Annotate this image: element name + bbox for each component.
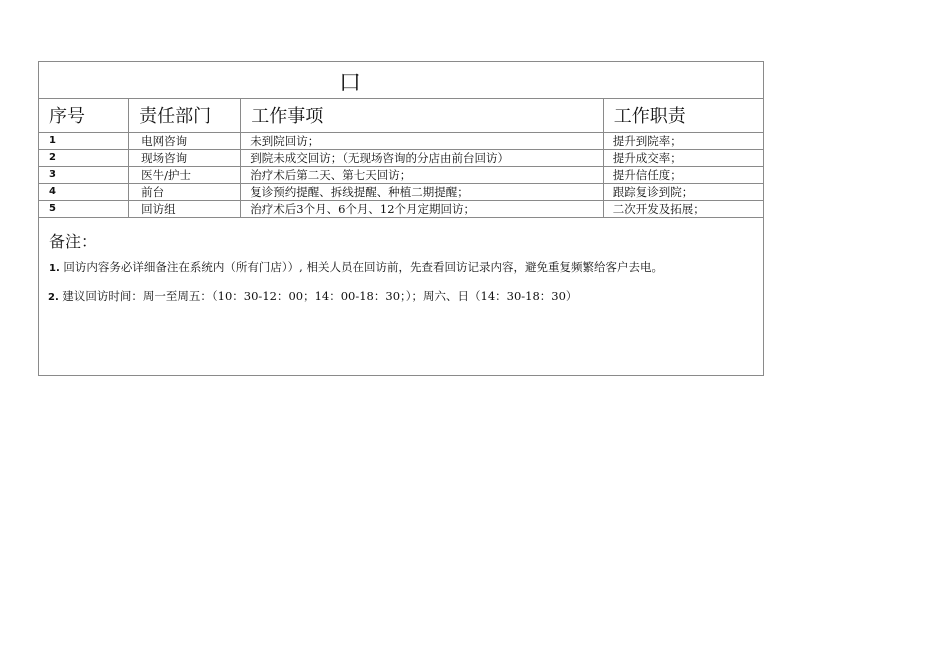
table-header-row [39,98,764,133]
callback-duty-sheet [38,61,764,376]
row-duty: 提升到院率； [603,133,764,150]
row-dept: 回访组 [129,201,241,218]
header-no: 序号 [39,98,129,133]
row-task: 未到院回访； [241,133,604,150]
header-task: 工作事项 [241,98,604,133]
note-number: 2. [48,292,59,303]
row-task: 到院未成交回访；（无现场咨询的分店由前台回访） [241,150,604,167]
table-row [39,167,764,184]
table-row [39,133,764,150]
title-row [39,62,763,99]
table-row [39,201,764,218]
table-row [39,184,764,201]
row-duty: 跟踪复诊到院； [603,184,764,201]
header-duty: 工作职责 [603,98,764,133]
row-no: 4 [39,184,129,201]
note-number: 1. [49,263,60,274]
row-no: 1 [39,133,129,150]
sheet-title: 口 [339,71,362,96]
note-text: 回访内容务必详细备注在系统内（所有门店））, 相关人员在回访前，先查看回访记录内容，避免重复频繁给客户去电。 [63,260,663,274]
row-task: 复诊预约提醒、拆线提醒、种植二期提醒； [241,184,604,201]
row-dept: 现场咨询 [129,150,241,167]
row-duty: 提升成交率； [603,150,764,167]
table-row [39,150,764,167]
header-dept: 责任部门 [129,98,241,133]
row-task: 治疗术后3个月、6个月、12个月定期回访； [241,201,604,218]
note-text: 建议回访时间：周一至周五：（10：30-12：00；14：00-18：30；）；周六、日（14：30-18：30） [62,289,578,303]
row-task: 治疗术后第二天、第七天回访； [241,167,604,184]
remark-note-2 [48,289,770,305]
row-dept: 医牛/护士 [129,167,241,184]
row-dept: 前台 [129,184,241,201]
duty-table [39,98,764,218]
remarks-label: 备注： [49,232,98,251]
remark-note-1 [39,260,761,276]
row-no: 5 [39,201,129,218]
row-duty: 二次开发及拓展； [603,201,764,218]
row-no: 3 [39,167,129,184]
row-no: 2 [39,150,129,167]
row-dept: 电网咨询 [129,133,241,150]
row-duty: 提升信任度； [603,167,764,184]
